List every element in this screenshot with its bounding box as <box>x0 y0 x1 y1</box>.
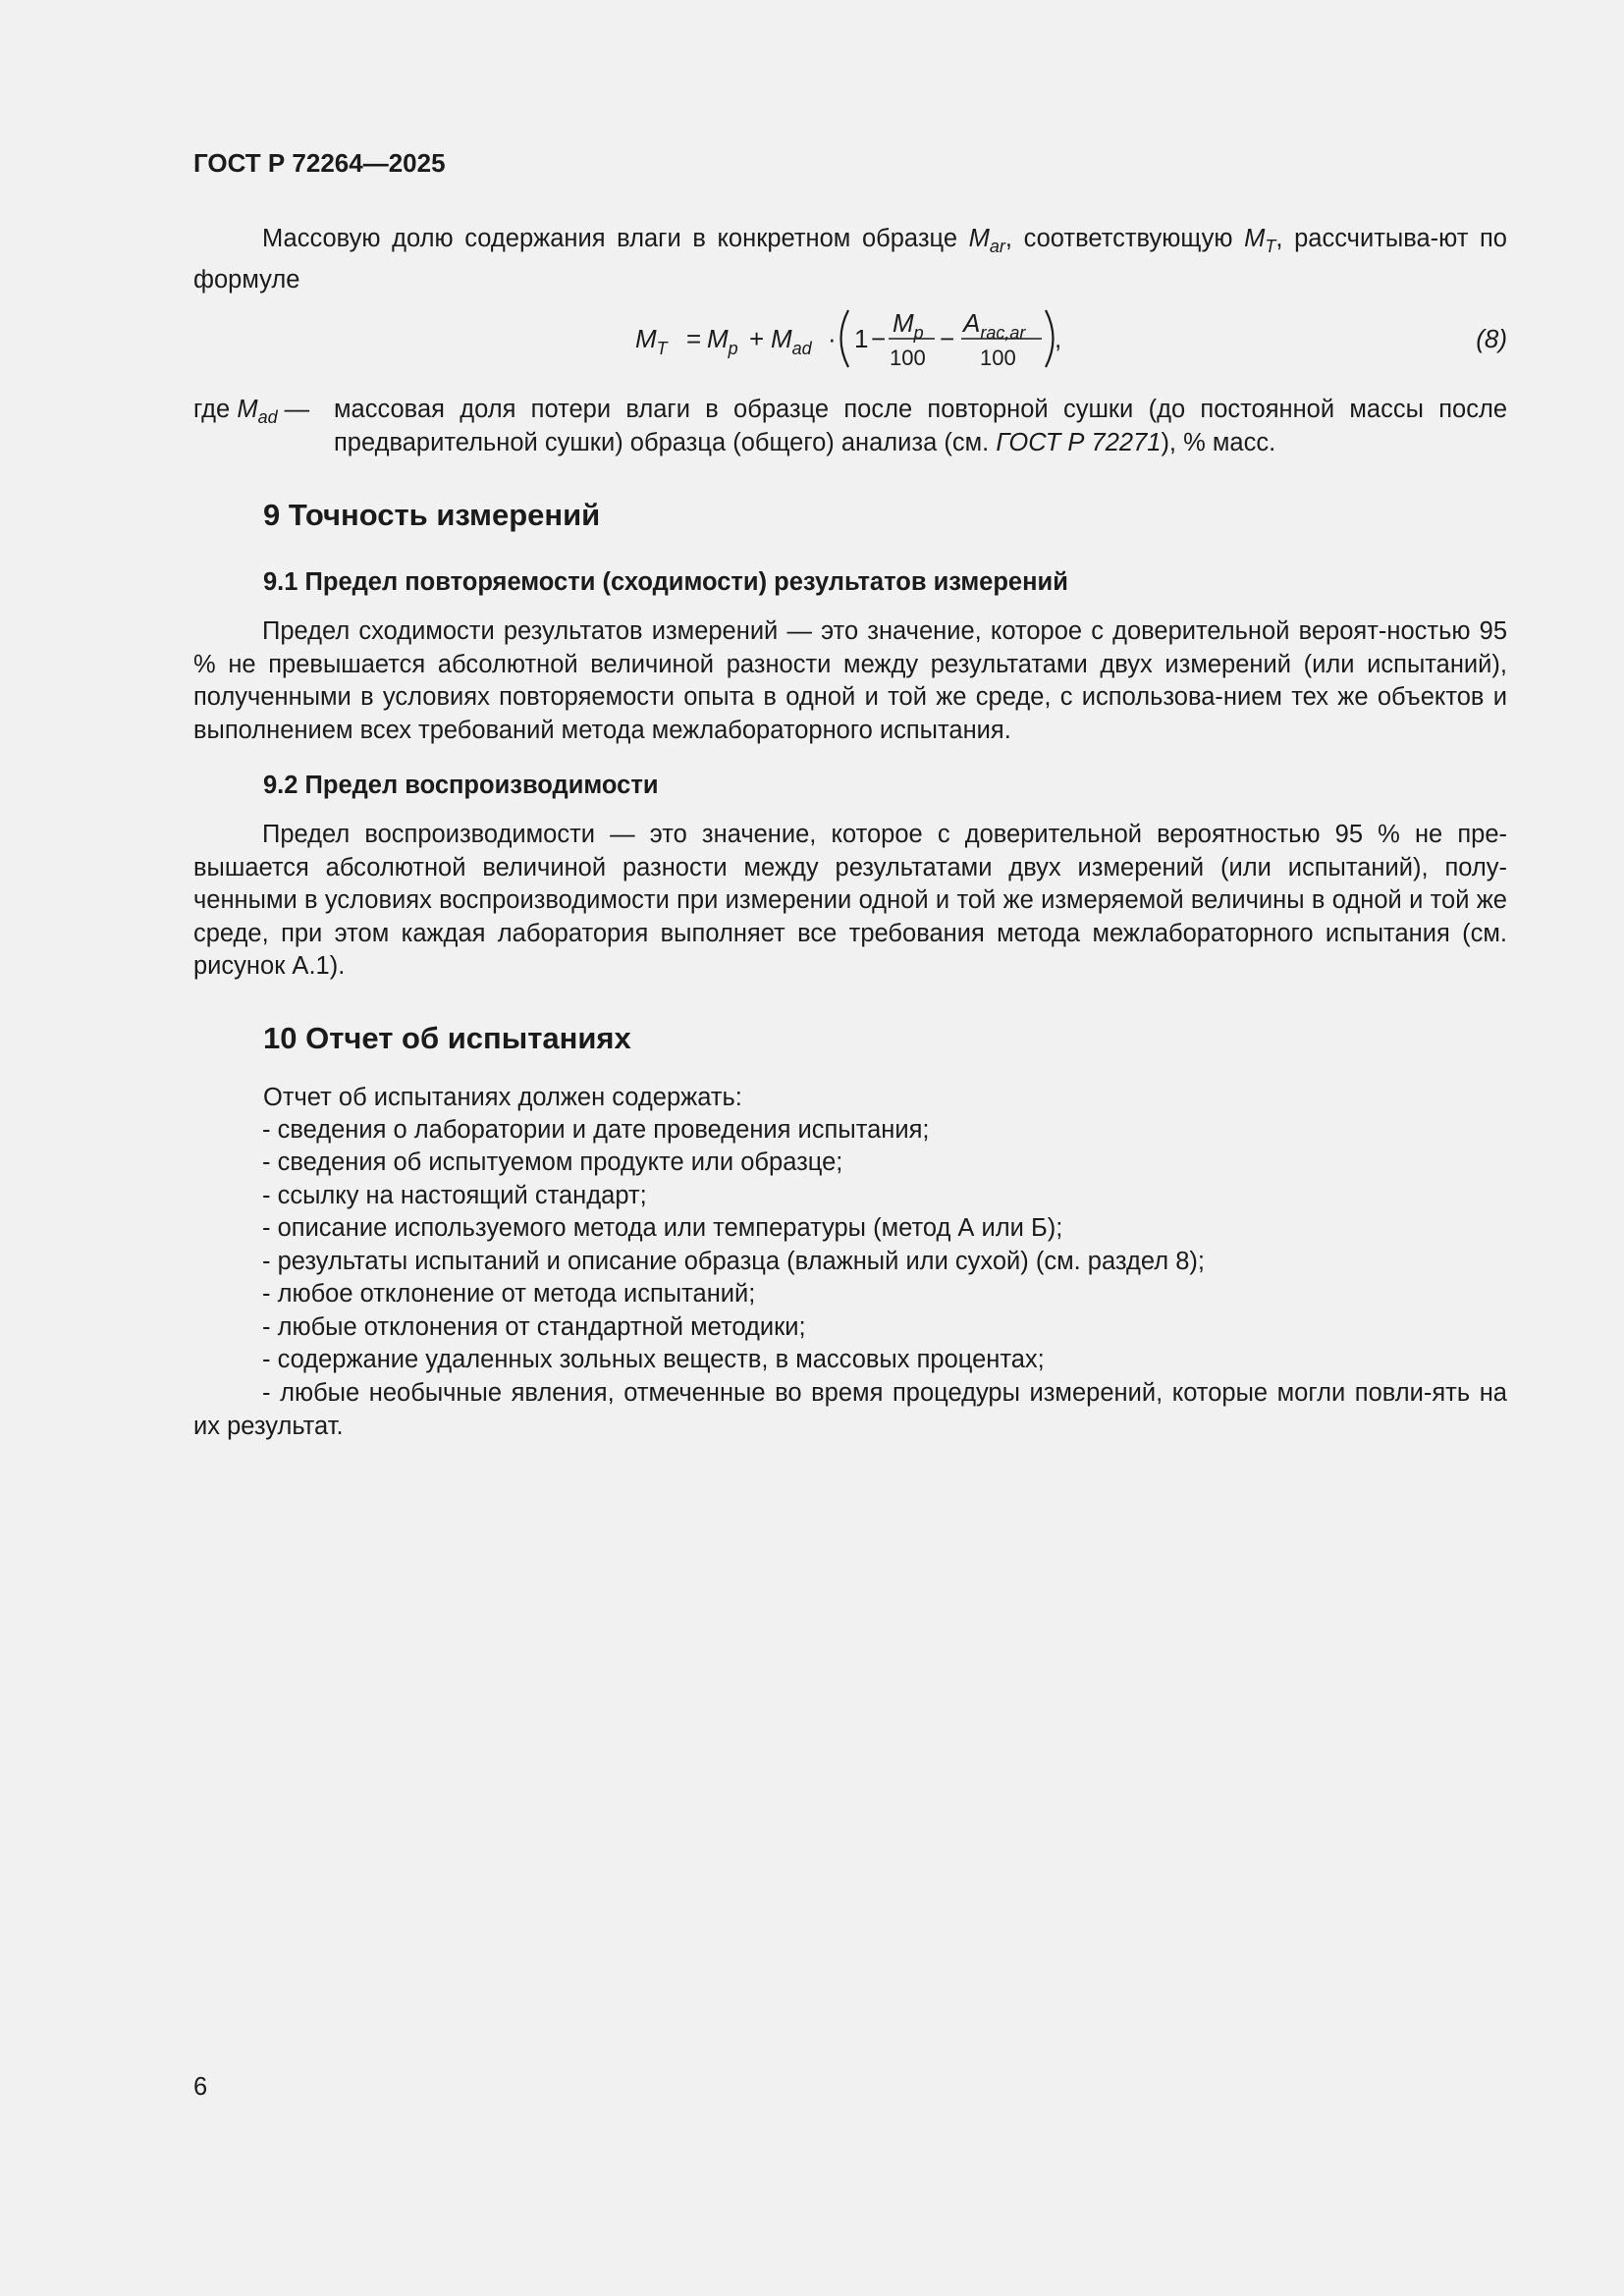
section-9-heading: 9 Точность измерений <box>263 498 601 532</box>
formula-8 <box>193 304 1507 373</box>
section-10-intro: Отчет об испытаниях должен содержать: <box>263 1084 742 1111</box>
formula-mad: $M_{ad}$ <box>771 324 812 358</box>
formula-dot: · <box>828 324 837 353</box>
list-item: - ссылку на настоящий стандарт; <box>262 1182 647 1209</box>
intro-text-3: , рассчитыва-ют по формуле <box>193 225 1507 294</box>
list-item: - любые необычные явления, отмеченные во время процедуры измерений, которые могли повли-ять на их результат. <box>193 1379 1507 1440</box>
document-header: ГОСТ Р 72264—2025 <box>193 148 446 178</box>
formula-frac1-numerator: $M_p$ <box>893 308 924 343</box>
formula-minus-1: − <box>871 324 887 353</box>
formula-one: 1 <box>854 324 869 353</box>
page-number: 6 <box>193 2073 208 2101</box>
where-definition: массовая доля потери влаги в образце после повторной сушки (до постоянной массы после предварительной сушки) образца (общего) анализа (см. ГОСТ Р 72271), % масс. <box>334 396 1507 456</box>
formula-minus-2: − <box>940 324 955 353</box>
standard-reference: ГОСТ Р 72271 <box>996 428 1162 456</box>
intro-text-1: Массовую долю содержания влаги в конкретном образце <box>262 225 969 252</box>
formula-right-paren <box>1046 310 1054 367</box>
formula-comma: , <box>1055 324 1062 353</box>
section-10-heading: 10 Отчет об испытаниях <box>263 1021 631 1055</box>
formula-graphic <box>193 304 1507 373</box>
section-9-2-heading: 9.2 Предел воспроизводимости <box>263 772 659 799</box>
formula-left-paren <box>841 310 849 367</box>
formula-frac2-denominator: 100 <box>980 346 1016 370</box>
list-item: - сведения об испытуемом продукте или образце; <box>262 1148 843 1176</box>
intro-text-2: , соответствующую <box>1004 225 1245 252</box>
list-item: - содержание удаленных зольных веществ, в массовых процентах; <box>262 1346 1045 1373</box>
formula-equals: = <box>686 324 702 353</box>
formula-frac1-denominator: 100 <box>890 346 926 370</box>
formula-lhs: $M_T$ <box>635 324 668 358</box>
list-item: - результаты испытаний и описание образца (влажный или сухой) (см. раздел 8); <box>262 1248 1205 1275</box>
section-9-1-heading: 9.1 Предел повторяемости (сходимости) результатов измерений <box>263 568 1068 596</box>
symbol-mt: $M_T$ <box>1244 225 1276 257</box>
section-9-1-text: Предел сходимости результатов измерений — это значение, которое с доверительной вероят-ностью 95 % не превышается абсолютной величиной разности между результатами двух измерений (или испытаний), полученными в условиях повторяемости опыта в одной и той же среде, с использова-нием тех же объектов и выполнением всех требований метода межлабораторного испытания. <box>193 617 1507 744</box>
intro-paragraph <box>193 223 1507 296</box>
list-item: - сведения о лаборатории и дате проведения испытания; <box>262 1116 930 1144</box>
formula-number: (8) <box>1476 324 1507 353</box>
list-item: - любые отклонения от стандартной методики; <box>262 1313 806 1341</box>
list-item: - описание используемого метода или температуры (метод А или Б); <box>262 1214 1063 1242</box>
formula-mp: $M_p$ <box>707 324 738 358</box>
where-label: где $M_{ad}$ — <box>193 396 310 428</box>
formula-frac2-numerator: $A_{rac,ar}$ <box>963 308 1026 343</box>
symbol-mar: $M_{ar}$ <box>968 225 1005 257</box>
section-9-2-text: Предел воспроизводимости — это значение, которое с доверительной вероятностью 95 % не пре-вышается абсолютной величиной разности между результатами двух измерений (или испытаний), полу-ченными в условиях воспроизводимости при измерении одной и той же измеряемой величины в одной и той же среде, при этом каждая лаборатория выполняет все требования метода межлабораторного испытания (см. рисунок А.1). <box>193 821 1507 980</box>
list-item: - любое отклонение от метода испытаний; <box>262 1280 756 1308</box>
formula-plus: + <box>749 324 765 353</box>
